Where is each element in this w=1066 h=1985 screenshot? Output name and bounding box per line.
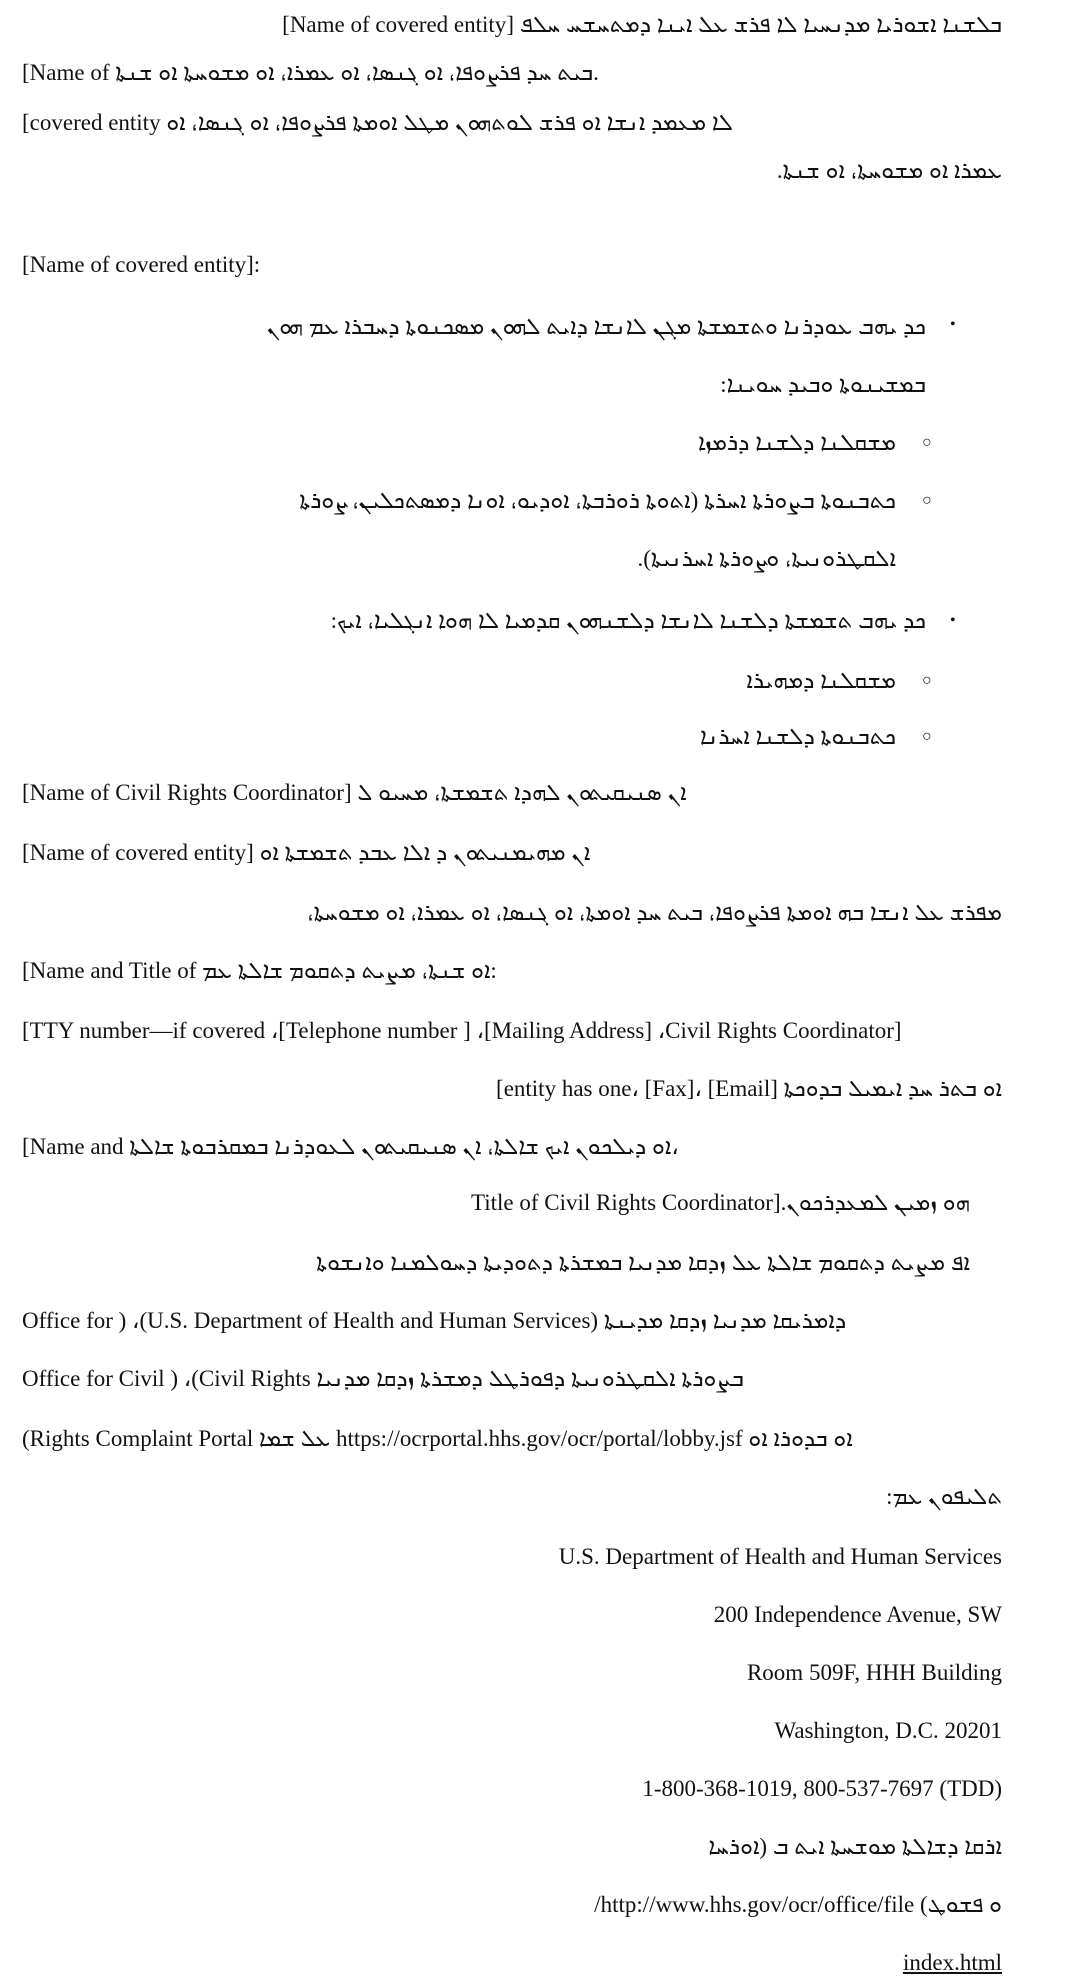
sub-bullet-icon: ○ xyxy=(922,492,932,509)
address-department: U.S. Department of Health and Human Services xyxy=(558,1544,1002,1569)
paragraph-line-17: ܬܠܝܦܘܢ ܥܡ: xyxy=(886,1484,1002,1509)
paragraph-line-2: [Name of ܒܝܬ ܚܕ ܦܪܨܘܦܐ، ܐܘ ܓܢܣܐ، ܐܘ ܥܡܪܐ، ܐܘ ܡܫܘܚܬܐ ܐܘ ܫܢܬܐ. xyxy=(22,60,599,85)
sub-bullet-icon: ○ xyxy=(922,728,932,745)
paragraph-line-11: [Name and ܐܘ ܕܝܠܟܘܢ ܐܝܟ ܫܐܠܬܐ، ܐܢ ܣܢܝܩܝܬܘܢ ܠܥܘܕܪܢܐ ܒܡܩܪܒܘܬܐ ܫܐܠܬܐ، xyxy=(22,1134,679,1159)
paragraph-line-16: (Rights Complaint Portal ܥܠ ܫܡܐ https://ocrportal.hhs.gov/ocr/portal/lobby.jsf ܐܘ ܒܕܘܪܐ ܐܘ xyxy=(22,1426,853,1451)
paragraph-line-1: ܒܠܫܢܐ ܐܫܘܪܝܐ ܡܕܢܚܝܐ ܠܐ ܦܪܫ ܥܠ ܐܝܢܐ ܕܡܬܚܫܚ ܚܠܦ [Name of covered entity] xyxy=(282,12,1002,37)
paragraph-line-10: ܐܘ ܒܬܪ ܚܕ ܐܝܡܝܠ ܒܕܘܟܬܐ [Email] ،[Fax] ،entity has one] xyxy=(496,1076,1002,1101)
paragraph-line-9: [TTY number—if covered ،[Telephone number ] ،[Mailing Address] ،Civil Rights Coordinator] xyxy=(22,1018,902,1043)
address-street: 200 Independence Avenue, SW xyxy=(713,1602,1002,1627)
sub-bullet-line-2b: ܐܠܩܛܪܘܢܝܬܐ، ܘܨܘܪܬܐ ܐܚܪܢܝܬܐ). xyxy=(637,546,896,571)
address-phone: 1-800-368-1019, 800-537-7697 (TDD) xyxy=(642,1776,1002,1801)
bullet-icon: • xyxy=(950,612,956,629)
paragraph-line-3: [covered entity ܠܐ ܡܥܡܕ ܐܢܫܐ ܐܘ ܦܪܫ ܠܘܬܗܘܢ ܡܛܠ ܐܘܡܬܐ ܦܪܨܘܦܐ، ܐܘ ܓܢܣܐ، ܐܘ xyxy=(22,110,733,135)
bullet-line-1a: ܟܕ ܝܗܒ ܥܘܕܪܢܐ ܘܬܫܡܫܬܐ ܡܓܢ ܠܐܢܫܐ ܕܐܝܬ ܠܗܘܢ ܡܣܟܢܘܬܐ ܕܚܒܪܐ ܥܡ ܗܘܢ xyxy=(266,314,926,339)
paragraph-line-5: [Name of Civil Rights Coordinator] ܐܢ ܣܢܝܩܝܬܘܢ ܠܗܕܐ ܬܫܡܫܬܐ، ܡܚܝܘ ܠ xyxy=(22,780,687,805)
paragraph-line-6: [Name of covered entity] ܐܢ ܡܗܝܡܢܝܬܘܢ ܕ ܐܠܐ ܥܒܕ ܬܫܡܫܬܐ ܐܘ xyxy=(22,840,591,865)
sub-bullet-line-1: ܡܫܩܠܢܐ ܕܠܫܢܐ ܕܪܡܙܐ xyxy=(698,430,896,455)
link-index[interactable] xyxy=(22,1946,1002,1980)
paragraph-line-14: Office for ) ،(U.S. Department of Health and Human Services) ܕܐܡܪܝܩܐ ܡܕܢܝܐ ܙܕܩܐ ܡܕܝܢܬܐ xyxy=(22,1308,847,1333)
office-file-index-link[interactable]: index.html xyxy=(902,1950,1002,1975)
sub-bullet-line-4: ܟܬܒܢܘܬܐ ܕܠܫܢܐ ܐܚܪܢܐ xyxy=(699,724,896,749)
paragraph-line-7: ܡܦܪܫ ܥܠ ܐܢܫܐ ܒܗ ܐܘܡܬܐ ܦܪܨܘܦܐ، ܒܝܬ ܚܕ ܐܘܡܬܐ، ܐܘ ܓܢܣܐ، ܐܘ ܥܡܪܐ، ܐܘ ܡܫܘܚܬܐ، xyxy=(307,900,1002,925)
paragraph-line-8: [Name and Title of ܐܘ ܫܢܬܐ، ܡܨܝܬ ܕܬܩܘܡ ܫܐܠܬܐ ܥܡ: xyxy=(22,958,497,983)
sub-bullet-line-3: ܡܫܩܠܢܐ ܕܡܗܝܪܐ xyxy=(746,668,896,693)
sub-bullet-line-2a: ܟܬܒܢܘܬܐ ܒܨܘܪܬܐ ܐܚܪܬܐ (ܐܬܘܬܐ ܪܘܪܒܬܐ، ܐܘܕܝܘ، ܐܘܢܐ ܕܡܣܬܟܠܝܢ، ܨܘܪܬܐ xyxy=(299,488,896,513)
address-city: Washington, D.C. 20201 xyxy=(774,1718,1002,1743)
sub-bullet-icon: ○ xyxy=(922,672,932,689)
section-heading: [Name of covered entity]: xyxy=(22,252,261,277)
address-room: Room 509F, HHH Building xyxy=(746,1660,1002,1685)
paragraph-line-18: ܐܪܩܐ ܕܫܐܠܬܐ ܡܘܫܚܬܐ ܐܝܬ ܒ (ܐܘܪܚܐ xyxy=(708,1834,1002,1859)
sub-bullet-icon: ○ xyxy=(922,434,932,451)
paragraph-line-15: Office for Civil ) ،(Civil Rights ܒܨܘܪܬܐ ܐܠܩܛܪܘܢܝܬܐ ܕܦܘܪܛܠ ܕܡܫܪܬܐ ܙܕܩܐ ܡܕܢܝܐ xyxy=(22,1366,744,1391)
bullet-icon: • xyxy=(950,316,956,333)
paragraph-line-19: ܘ ܦܫܘܛ) http://www.hhs.gov/ocr/office/file/ xyxy=(594,1892,1002,1917)
paragraph-line-12: ܗܘ ܙܡܝܢ ܠܡܥܕܪܟܘܢ.[Title of Civil Rights Coordinator xyxy=(470,1190,970,1215)
bullet-line-2: ܟܕ ܝܗܒ ܬܫܡܫܬܐ ܕܠܫܢܐ ܠܐܢܫܐ ܕܠܫܢܗܘܢ ܩܕܡܝܐ ܠܐ ܗܘܐ ܐܢܓܠܝܐ، ܐܝܟ: xyxy=(330,608,926,633)
paragraph-line-4: ܥܡܪܐ ܐܘ ܡܫܘܚܬܐ، ܐܘ ܫܢܬܐ. xyxy=(776,158,1002,183)
paragraph-line-13: ܐܦ ܡܨܝܬ ܕܬܩܘܡ ܫܐܠܬܐ ܥܠ ܙܕܩܐ ܡܕܢܝܐ ܒܡܫܪܬܐ ܕܬܘܕܝܬܐ ܕܚܘܠܡܢܐ ܘܐܢܫܘܬܐ xyxy=(316,1250,970,1275)
bullet-line-1b: ܒܡܫܝܢܘܬܐ ܘܒܝܕ ܚܘܝܢܐ: xyxy=(720,372,926,397)
